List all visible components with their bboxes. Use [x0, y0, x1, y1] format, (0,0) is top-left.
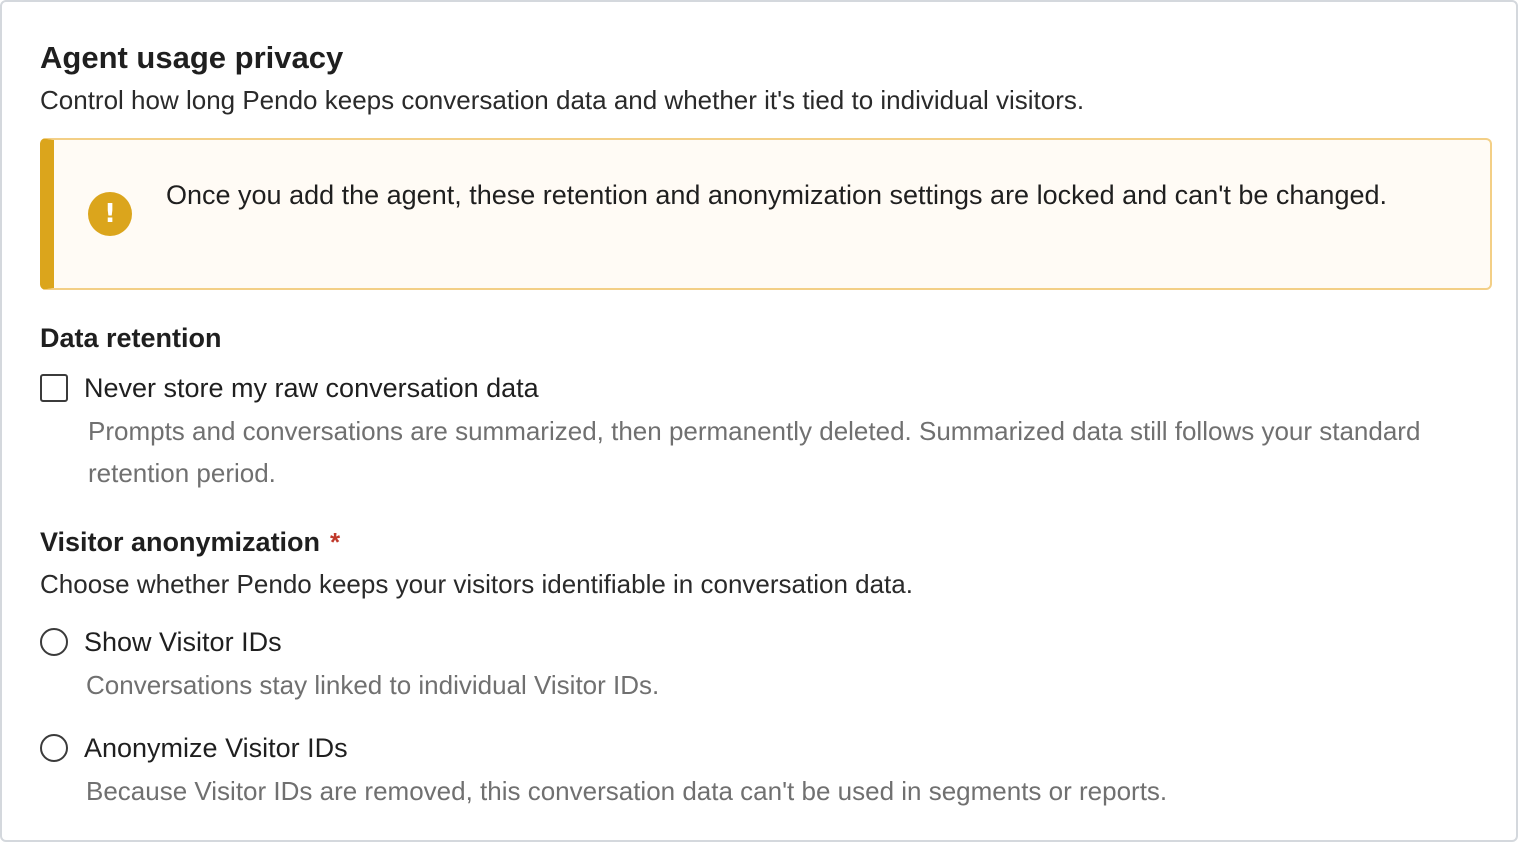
anonymize-visitor-ids-label[interactable]: Anonymize Visitor IDs [84, 733, 348, 763]
show-visitor-ids-option[interactable] [40, 620, 1492, 664]
visitor-anonymization-heading-row [40, 522, 1492, 562]
anonymize-visitor-ids-radio[interactable] [40, 734, 68, 762]
anonymize-visitor-ids-block [40, 726, 1492, 812]
warning-alert [40, 138, 1492, 290]
anonymize-visitor-ids-help: Because Visitor IDs are removed, this conversation data can't be used in segments or reports. [86, 776, 1168, 806]
show-visitor-ids-radio[interactable] [40, 628, 68, 656]
visitor-anonymization-description: Choose whether Pendo keeps your visitors identifiable in conversation data. [40, 569, 913, 599]
never-store-option[interactable] [40, 366, 1492, 410]
alert-message: Once you add the agent, these retention and anonymization settings are locked and can't be changed. [166, 180, 1387, 210]
never-store-checkbox[interactable] [40, 374, 68, 402]
page-title: Agent usage privacy [40, 40, 344, 75]
page-subtitle: Control how long Pendo keeps conversation data and whether it's tied to individual visitors. [40, 85, 1085, 115]
show-visitor-ids-label[interactable]: Show Visitor IDs [84, 627, 282, 657]
exclamation-icon: ! [88, 192, 132, 236]
anonymize-visitor-ids-option[interactable] [40, 726, 1492, 770]
never-store-label[interactable]: Never store my raw conversation data [84, 373, 539, 403]
visitor-anonymization-heading: Visitor anonymization [40, 527, 321, 557]
never-store-help: Prompts and conversations are summarized, then permanently deleted. Summarized data still follows your standard retention period. [88, 416, 1421, 488]
panel-content [40, 36, 1492, 812]
show-visitor-ids-help: Conversations stay linked to individual Visitor IDs. [86, 670, 660, 700]
show-visitor-ids-block [40, 620, 1492, 706]
data-retention-heading: Data retention [40, 323, 222, 353]
required-marker: * [330, 527, 341, 557]
